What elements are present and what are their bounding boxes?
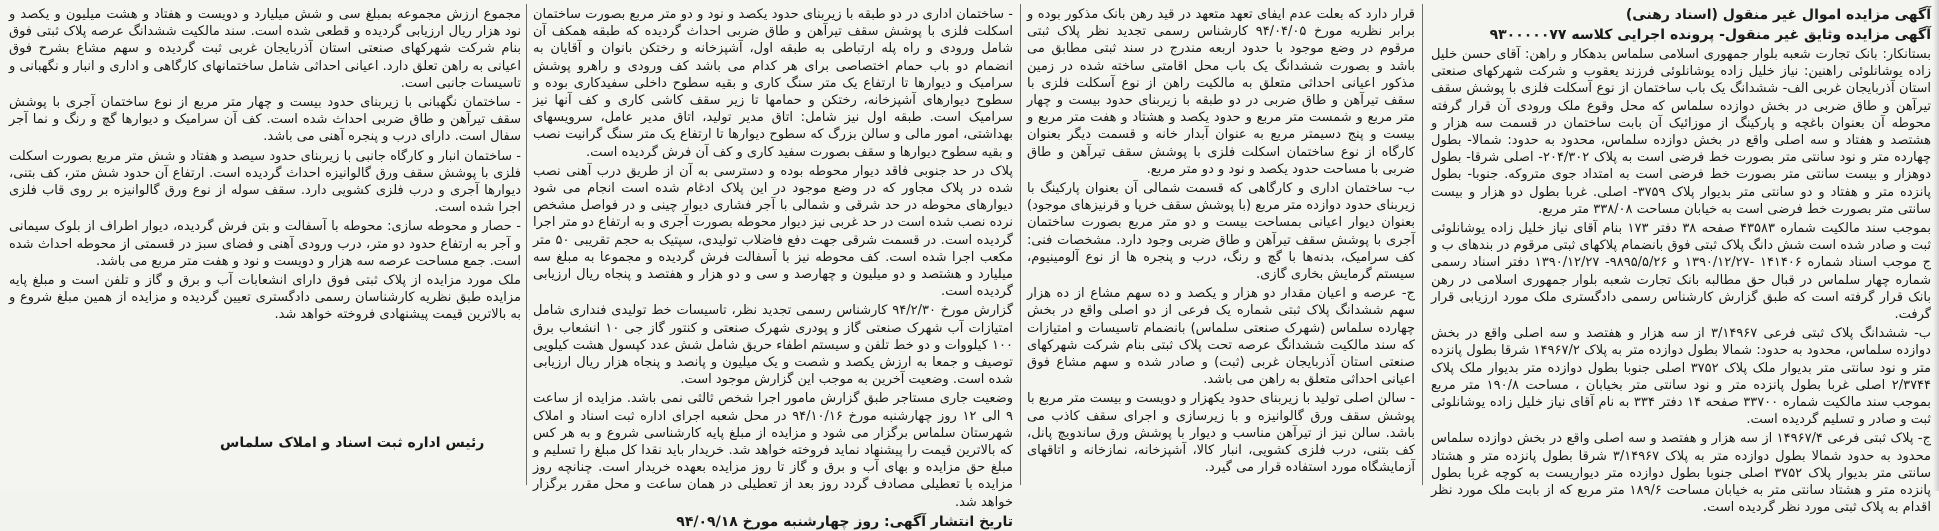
notice-paragraph: ملک مورد مزایده از پلاک ثبتی فوق دارای انشعابات آب و برق و گاز و تلفن است و مبلغ پایه مزایده طبق نظریه کارشناسان رسمی دادگستری تعیین گردیده و مزایده از همین مبلغ شروع و به بالاترین قیمت پیشنهادی فروخته خواهد شد. <box>9 273 521 323</box>
notice-subtitle: آگهی مزایده وثایق غیر منقول- پرونده اجرایی کلاسه ۹۳۰۰۰۰۰۷۷ <box>1489 27 1931 43</box>
scan-edge <box>1933 0 1939 491</box>
signature-line: رئیس اداره ثبت اسناد و املاک سلماس <box>220 435 485 451</box>
notice-column-4 <box>9 6 521 483</box>
notice-column-3 <box>533 6 1014 530</box>
notice-column-2 <box>1027 6 1415 483</box>
notice-paragraph: قرار دارد که بعلت عدم ایفای تعهد متعهد در قید رهن بانک مذکور بوده و برابر نظریه مورخ ۹۴/۰۴/۰۵ کارشناس رسمی تجدید نظر پلاک ثبتی مرقوم در وضع موجود با حدود اربعه مندرج در سند ثبتی مطابق می باشد و بصورت ششدانگ یک باب محل اقامتی ساخته شده در زمین مذکور اعیانی احداثی متعلق به مالکیت راهن از نوع آسکلت فلزی با سقف تیرآهن و طاق ضربی در دو طبقه با زیربنای حدود بیست و چهار متر مربع و شمست متر مربع و حدود یکصد و هشتاد و هفت متر مربع و بیست و پنج دسیمتر مربع به عنوان آبدار خانه و قسمت دیگر بعنوان کارگاه از نوع ساختمان اسکلت فلزی با پوشش سقف تیرآهن و طاق ضربی با مساحت حدود یکصد و نود و دو متر مربع. <box>1027 7 1415 177</box>
notice-paragraph: - سالن اصلی تولید با زیربنای حدود یکهزار و دویست و بیست متر مربع با پوشش سقف ورق گالوانیزه و با زیرسازی و اجرای سقف کاذب می باشد. سالن نیز از تیرآهن مناسب و دیوار با پوشش ورق ساندویچ پانل، کف بتنی، درب فلزی کشویی، انبار کالا، آشپزخانه، نمازخانه و اتاقهای آزمایشگاه مورد استفاده قرار می گیرد. <box>1026 391 1415 476</box>
column-divider <box>526 4 527 485</box>
notice-paragraph: پلاک در حد جنوبی فاقد دیوار محوطه بوده و دسترسی به آن از طریق درب آهنی نصب شده در پلاک مجاور که در وضع موجود در این پلاک ادغام شده است انجام می شود دیوارهای محوطه در حد شرقی و شمالی با آجر فشاری دیوار چینی و در فواصل مشخص نرده نصب شده است در حد غربی نیز دیوار محوطه بصورت آجری و به ارتفاع دو متر اجرا گردیده است. در قسمت شرقی جهت دفع فاضلاب تولیدی، سپتیک به حجم تقریبی ۵۰ متر مکعب اجرا شده است. کف محوطه نیز با آسفالت فرش گردیده و مجموعا به مبلغ سه میلیارد و هشتصد و دو میلیون و چهارصد و سی و دو هزار و هفتصد و پنجاه ریال ارزیابی گردیده است. <box>533 163 1013 300</box>
notice-paragraph: بستانکار: بانک تجارت شعبه بلوار جمهوری اسلامی سلماس بدهکار و راهن: آقای حسن خلیل زاده یوشانلوئی راهنین: نیاز خلیل زاده یوشانلوئی فرزند یعقوب و شرکت شهرکهای صنعتی استان آذربایجان غربی الف- ششدانگ یک باب ساختمان از نوع آسکلت فلزی با پوشش سقف تیرآهن و طاق ضربی در بخش دوازده سلماس که محل وقوع ملک ورودی آن قرار گرفته محوطه آن بعنوان باغچه و پارکینگ از موزائیک آن بابت ساختمان در قسمت سه هزار و هشتصد و هفتاد و سه اصلی واقع در بخش دوازده سلماس، محدود به حدود: شمالا- بطول چهارده متر و نود سانتی متر بصورت خط فرضی است به پلاک ۲۰۴/۳۰۲- اصلی شرقا- بطول دوهزار و بیست سانتی متر بصورت خط فرضی است به امتداد جوی متروکه. جنوبا- بطول پانزده متر و هفتاد و دو سانتی متر بدیوار پلاک ۳۷۵۹- اصلی. غربا بطول دو هزار و بیست سانتی متر بصورت خط فرضی است به خیابان مساحت ۳۳۸/۰۸ متر مربع. <box>1431 47 1931 217</box>
notice-paragraph: ج- پلاک ثبتی فرعی ۱۴۹۶۷/۴ از سه هزار و هفتصد و سه اصلی واقع در بخش دوازده سلماس محدود به حدود شمالا بطول دوازده متر به پلاک ۳/۱۴۹۶۷ شرقا بطول پانزده متر و هشتاد سانتی متر بدیوار پلاک ۳۷۵۲ اصلی جنوبا بطول دوازده متر دیواریست به کوچه غربا بطول پانزده متر و هشتاد سانتی متر به خیابان مساحت ۱۸۹/۶ متر مربع که از بابت ملک مورد نظر اقدام به پلاک ثبتی مورد نظر گردیده است. <box>1431 431 1932 516</box>
notice-paragraph: وضعیت جاری مستاجر طبق گزارش مامور اجرا شخص ثالثی نمی باشد. مزایده از ساعت ۹ الی ۱۲ روز چهارشنبه مورخ ۹۴/۱۰/۱۶ در محل شعبه اجرای اداره ثبت اسناد و املاک شهرستان سلماس برگزار می شود و مزایده از مبلغ پایه کارشناسی شروع و به هر کس که بالاترین قیمت را پیشنهاد نماید فروخته خواهد شد. خریدار باید نقدا کل مبلغ را تسلیم و مبلغ حق مزایده و بهای آب و برق و گاز تا روز مزایده بعهده خریدار است. چنانچه روز مزایده با تعطیلی مصادف گردد روز بعد از تعطیلی در همان ساعت و محل مقرر برگزار خواهد شد. <box>533 391 1014 510</box>
notice-paragraph: بموجب سند مالکیت شماره ۴۳۵۸۳ صفحه ۳۸ دفتر ۱۷۳ بنام آقای نیاز خلیل زاده یوشانلوئی ثبت و صادر شده است شش دانگ پلاک ثبتی فوق بانضمام پلاکهای ثبتی مرقوم در بندهای ب و ج موجب اسناد شماره ۱۴۱۴۰۶ -۱۳۹۰/۱۲/۲۷ و ۹۸۹۵/۵/۲۶- ۱۳۹۰/۱۲/۲۷ دفتر اسناد رسمی شماره چهار سلماس در قبال حق مطالبه بانک تجارت شعبه بلوار جمهوری اسلامی در رهن بانک قرار گرفته است که طبق گزارش کارشناس رسمی دادگستری ملک مورد ارزیابی قرار گرفت. <box>1431 221 1932 323</box>
column-divider <box>1020 4 1021 485</box>
notice-paragraph: ب- ششدانگ پلاک ثبتی فرعی ۳/۱۴۹۶۷ از سه هزار و هفتصد و سه اصلی واقع در بخش دوازده سلماس، محدود به حدود: شمالا بطول دوازده متر به پلاک ۱۴۹۶۷/۲ شرقا بطول پانزده متر و نود سانتی متر بدیوار ملک پلاک ۳۷۵۲ اصلی جنوبا بطول دوازده متر بدیوار ملک پلاک ۲/۳۷۴۴ اصلی غربا بطول پانزده متر و نود سانتی متر بخیابان ، مساحت ۱۹۰/۸ متر مربع بموجب سند مالکیت شماره ۳۳۷۰۰ صفحه ۱۴ دفتر ۳۳۴ به نام آقای نیاز خلیل زاده یوشانلوئی ثبت و صادر و تسلیم گردیده است. <box>1431 326 1932 428</box>
notice-paragraph: گزارش مورخ ۹۴/۲/۳۰ کارشناس رسمی تجدید نظر، تاسیسات خط تولیدی فنداری شامل امتیازات آب شهرک صنعتی گاز و پودری شهرک صنعتی و کنتور گاز جی ۱۰ انشعاب برق ۱۰۰ کیلووات و دو خط تلفن و سیستم اطفاء حریق شامل شش عدد کپسول هشت کیلویی توصیف و جمعا به ارزش یکصد و شصت و یک میلیون و پانصد و پنجاه هزار ریال ارزیابی شده است. وضعیت آخرین به موجب این گزارش موجود است. <box>533 303 1014 388</box>
notice-title: آگهی مزایده اموال غیر منقول (اسناد رهنی) <box>1625 7 1931 23</box>
publication-date: تاریخ انتشار آگهی: روز چهارشنبه مورخ ۹۴/۰۹/۱۸ <box>676 513 1013 530</box>
notice-paragraph: - ساختمان اداری در دو طبقه با زیربنای حدود یکصد و نود و دو متر مربع بصورت ساختمان اسکلت فلزی با پوشش سقف تیرآهن و طاق ضربی احداث گردیده که طبقه همکف آن شامل ورودی و راه پله ارتباطی به طبقه اول، آشپزخانه و رختکن بانوان و آقایان به انضمام دو باب حمام اختصاصی برای هر کدام می باشد کف ورودی و راهرو پوشش سرامیک و دیوارها تا ارتفاع یک متر سنگ کاری و بقیه سطوح داخلی سفیدکاری بوده و سطوح دیوارهای آشپزخانه، رختکن و حمامها تا زیر سقف کاشی کاری و کف آنها نیز سرامیک است. طبقه اول نیز شامل: اتاق مدیر تولید، اتاق مدیر عامل، سرویسهای بهداشتی، امور مالی و سالن بزرگ که سطوح دیوارها تا ارتفاع یک متر سنگ گرانیت نصب و بقیه سطوح دیوارها و سقف بصورت سفید کاری و کف آن فرش گردیده است. <box>533 7 1013 160</box>
notice-column-1 <box>1431 6 1932 516</box>
notice-paragraph: مجموع ارزش مجموعه بمبلغ سی و شش میلیارد و دویست و هفتاد و هشت میلیون و یکصد و نود هزار ریال ارزیابی گردیده و قطعی شده است. سند مالکیت ششدانگ عرصه پلاک ثبتی فوق بنام شرکت شهرکهای صنعتی استان آذربایجان غربی ثبت گردیده و سهم مشاع بشرح فوق اعیانی به راهن تعلق دارد. اعیانی احداثی شامل ساختمانهای کارگاهی و اداری و انبار و نگهبانی و تاسیسات جانبی است. <box>9 7 521 91</box>
notice-paragraph: - ساختمان انبار و کارگاه جانبی با زیربنای حدود سیصد و هفتاد و شش متر مربع بصورت اسکلت فلزی با پوشش سقف ورق گالوانیزه احداث گردیده است. ارتفاع آن حدود شش متر، کف بتنی، دیوارها آجری و درب فلزی کشویی دارد. سقف سوله از نوع ورق گالوانیزه بر روی قاب فلزی اجرا شده است. <box>9 148 521 216</box>
notice-paragraph: ج- عرصه و اعیان مقدار دو هزار و یکصد و ده سهم مشاع از ده هزار سهم ششدانگ پلاک ثبتی شماره یک فرعی از دو اصلی واقع در بخش چهارده سلماس (شهرک صنعتی سلماس) بانضمام تاسیسات و امتیازات که سند مالکیت ششدانگ عرصه تحت پلاک ثبتی بنام شرکت شهرکهای صنعتی استان آذربایجان غربی (ثبت) و صادر شده و سهم مشاع فوق اعیانی احداثی متعلق به راهن می باشد. <box>1027 286 1415 388</box>
notice-paragraph: ب- ساختمان اداری و کارگاهی که قسمت شمالی آن بعنوان پارکینگ با زیربنای حدود دوازده متر مربع (با پوشش سقف خرپا و قرنیزهای موجود) بعنوان دیوار اعیانی بمساحت بیست و دو متر مربع بصورت ساختمان آجری با پوشش سقف تیرآهن و طاق ضربی وجود دارد. مشخصات فنی: کف سرامیک، بدنه‌ها با گچ و رنگ، درب و پنجره ها از نوع آلومینیوم، سیستم گرمایش بخاری گازی. <box>1027 181 1415 283</box>
notice-paragraph: - حصار و محوطه سازی: محوطه با آسفالت و بتن فرش گردیده، دیوار اطراف از بلوک سیمانی و آجر به ارتفاع حدود دو متر، درب ورودی آهنی و فضای سبز در قسمتی از محوطه احداث شده است. جمع مساحت عرصه سه هزار و دویست و نود و هفت متر مربع می باشد. <box>9 219 521 269</box>
column-divider <box>1422 4 1423 485</box>
notice-paragraph: - ساختمان نگهبانی با زیربنای حدود بیست و چهار متر مربع از نوع ساختمان آجری با پوشش سقف تیرآهن و طاق ضربی احداث شده است. کف آن سرامیک و دیوارها گچ و رنگ و نما آجر سفال است. دارای درب و پنجره آهنی می باشد. <box>9 95 521 145</box>
